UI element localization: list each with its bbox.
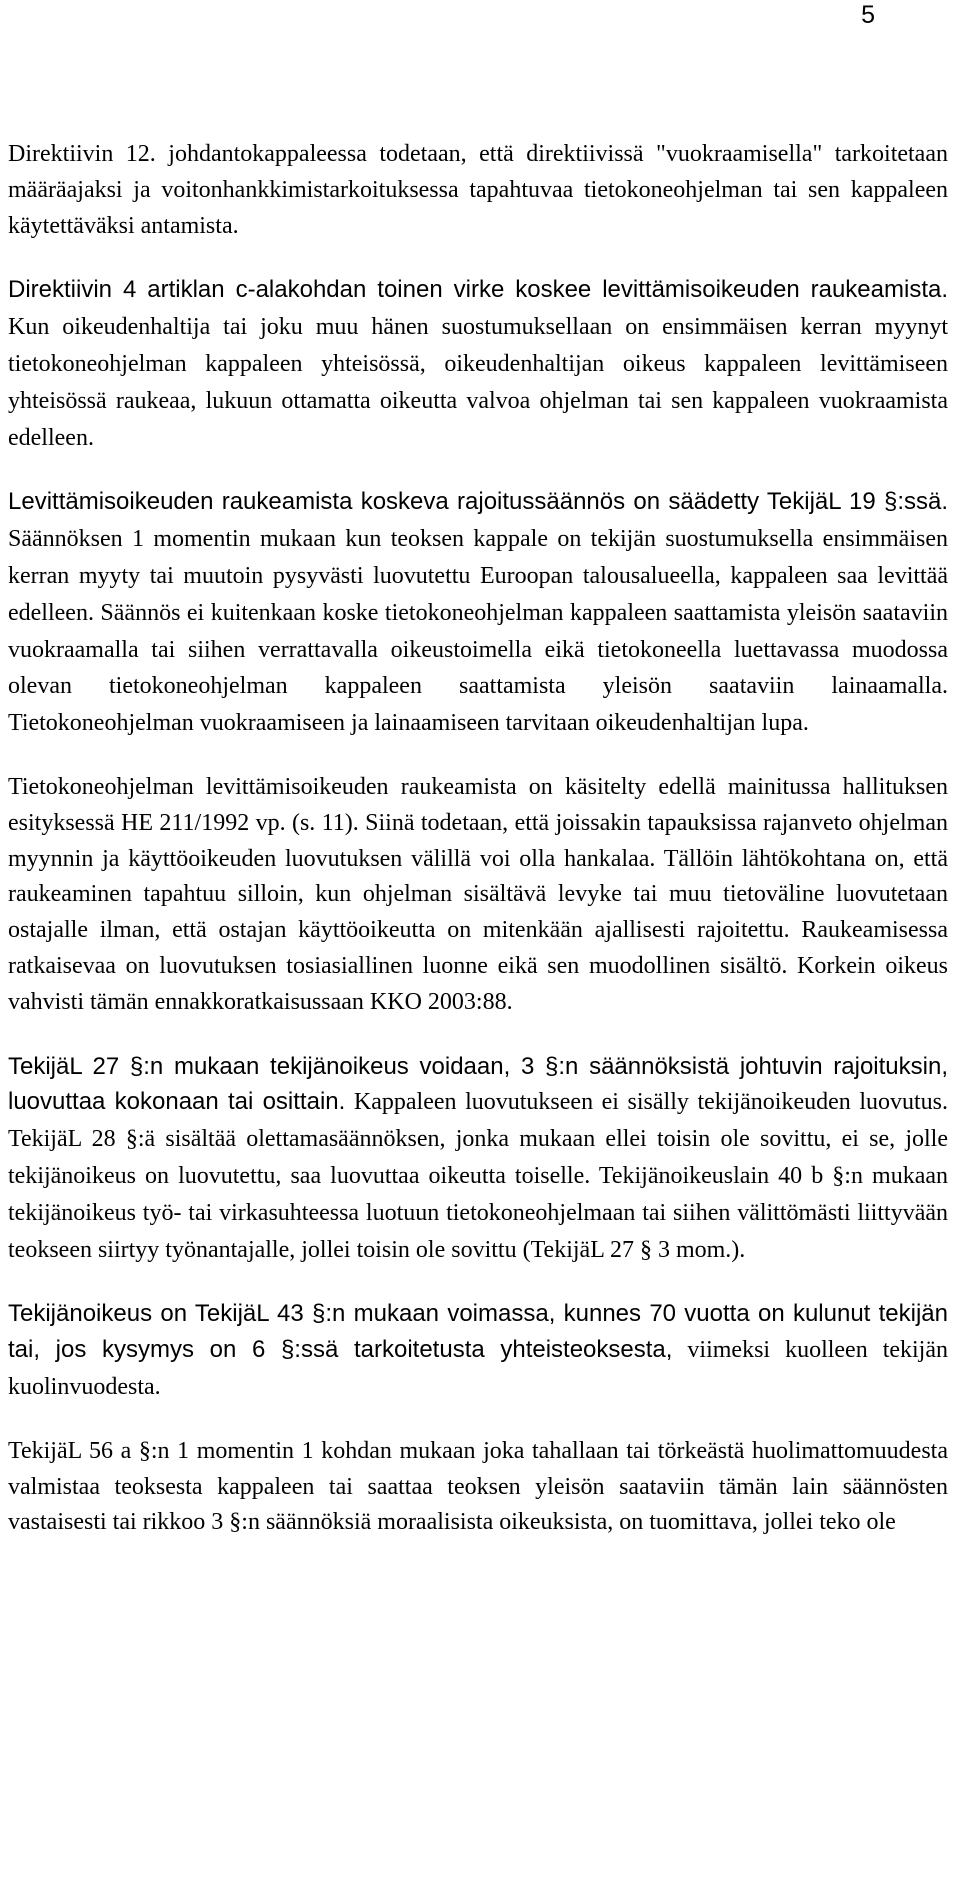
paragraph-5-text-a: TekijäL 27 §:n mukaan tekijänoikeus voidaan, 3 §:n säännöksistä johtuvin rajoituksin, luovuttaa kokonaan tai osittain. [8,1052,948,1116]
paragraph-7-text: TekijäL 56 a §:n 1 momentin 1 kohdan mukaan joka tahallaan tai törkeästä huolimattomuudesta valmistaa teoksesta kappaleen tai saattaa teoksen yleisön saataviin tämän lain säännösten vastaisesti tai rikkoo 3 §:n säännöksiä moraalisista oikeuksista, on tuomittava, jollei teko ole [8,1437,948,1536]
paragraph-2-text-a: Direktiivin 4 artiklan c-alakohdan toinen virke koskee levittämisoikeuden raukeamista. [8,276,948,304]
document-body [8,137,948,1541]
paragraph-6 [8,1296,948,1405]
page-number: 5 [861,1,875,29]
paragraph-1 [8,137,948,244]
paragraph-5-text-b: Kappaleen luovutukseen ei sisälly tekijänoikeuden luovutus. TekijäL 28 §:ä sisältää olettamasäännöksen, jonka mukaan ellei toisin ole sovittu, ei se, jolle tekijänoikeus on luovutettu, saa luovuttaa oikeutta toiselle. Tekijänoikeuslain 40 b §:n mukaan tekijänoikeus työ- tai virkasuhteessa luotuun tietokoneohjelmaan tai siihen välittömästi liittyvään teokseen siirtyy työnantajalle, jollei toisin ole sovittu (TekijäL 27 § 3 mom.). [8,1089,949,1263]
paragraph-5 [8,1049,948,1269]
paragraph-1-text: Direktiivin 12. johdantokappaleessa todetaan, että direktiivissä "vuokraamisella" tarkoitetaan määräajaksi ja voitonhankkimistarkoituksessa tapahtuvaa tietokoneohjelman tai sen kappaleen käytettäväksi antamista. [8,141,948,239]
paragraph-4-text: Tietokoneohjelman levittämisoikeuden raukeamista on käsitelty edellä mainitussa hallituksen esityksessä HE 211/1992 vp. (s. 11). Siinä todetaan, että joissakin tapauksissa rajanveto ohjelman myynnin ja käyttöoikeuden luovutuksen välillä voi olla hankalaa. Tällöin lähtökohtana on, että raukeaminen tapahtuu silloin, kun ohjelman sisältävä levyke tai muu tietoväline luovutetaan ostajalle ilman, että ostajan käyttöoikeutta on mitenkään ajallisesti rajoitettu. Raukeamisessa ratkaisevaa on luovutuksen tosiasiallinen luonne eikä sen muodollinen sisältö. Korkein oikeus vahvisti tämän ennakkoratkaisussaan KKO 2003:88. [8,773,948,1015]
paragraph-2-text-b: Kun oikeudenhaltija tai joku muu hänen suostumuksellaan on ensimmäisen kerran myynyt tietokoneohjelman kappaleen yhteisössä, oikeudenhaltijan oikeus kappaleen levittämiseen yhteisössä raukeaa, lukuun ottamatta oikeutta valvoa ohjelman tai sen kappaleen vuokraamista edelleen. [8,314,948,451]
paragraph-3-text-a: Levittämisoikeuden raukeamista koskeva rajoitussäännös on säädetty TekijäL 19 §:ssä. [8,488,948,516]
paragraph-2 [8,272,948,456]
paragraph-6-text-a: Tekijänoikeus on TekijäL 43 §:n mukaan voimassa, kunnes 70 vuotta on kulunut tekijän tai, jos kysymys on 6 §:ssä tarkoitetusta yhteisteoksesta, [8,1300,948,1364]
paragraph-3 [8,484,948,742]
paragraph-4 [8,770,948,1021]
paragraph-7 [8,1434,948,1541]
paragraph-6-text-b: viimeksi kuolleen tekijän kuolinvuodesta. [8,1337,949,1400]
paragraph-3-text-b: Säännöksen 1 momentin mukaan kun teoksen kappale on tekijän suostumuksella ensimmäisen kerran myyty tai muutoin pysyvästi luovutettu Euroopan talousalueella, kappaleen saa levittää edelleen. Säännös ei kuitenkaan koske tietokoneohjelman kappaleen saattamista yleisön saataviin vuokraamalla tai siihen verrattavalla oikeustoimella eikä tietokoneella luettavassa muodossa olevan tietokoneohjelman kappaleen saattamista yleisön saataviin lainaamalla. Tietokoneohjelman vuokraamiseen ja lainaamiseen tarvitaan oikeudenhaltijan lupa. [8,526,948,737]
